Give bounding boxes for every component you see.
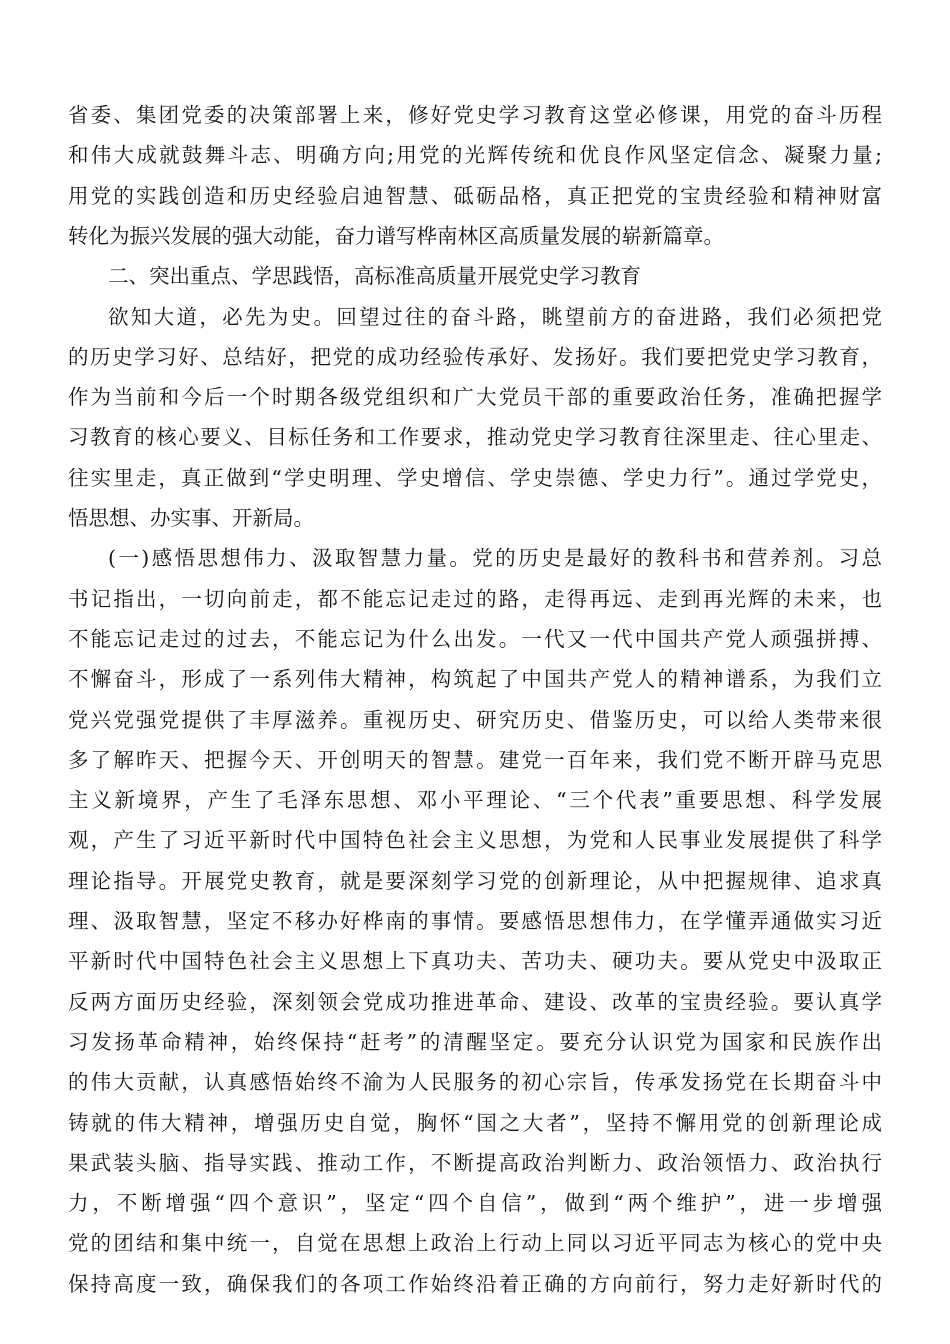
section-heading: 二、突出重点、学思践悟，高标准高质量开展党史学习教育 xyxy=(108,264,641,288)
paragraph-line: 欲知大道，必先为史。回望过往的奋斗路，眺望前方的奋进路，我们必须把党 xyxy=(108,305,882,329)
paragraph-line: 的历史学习好、总结好，把党的成功经验传承好、发扬好。我们要把党史学习教育， xyxy=(68,345,882,369)
paragraph-line: 书记指出，一切向前走，都不能忘记走过的路，走得再远、走到再光辉的未来，也 xyxy=(68,587,882,611)
paragraph-line: 省委、集团党委的决策部署上来，修好党史学习教育这堂必修课，用党的奋斗历程 xyxy=(68,103,882,127)
paragraph-line: 反两方面历史经验，深刻领会党成功推进革命、建设、改革的宝贵经验。要认真学 xyxy=(68,990,882,1014)
subsection-heading-line: (一)感悟思想伟力、汲取智慧力量。党的历史是最好的教科书和营养剂。习总 xyxy=(108,546,882,570)
paragraph-line: 和伟大成就鼓舞斗志、明确方向;用党的光辉传统和优良作风坚定信念、凝聚力量; xyxy=(68,143,882,167)
paragraph-line: 习发扬革命精神，始终保持“赶考”的清醒坚定。要充分认识党为国家和民族作出 xyxy=(68,1030,882,1054)
paragraph-line: 用党的实践创造和历史经验启迪智慧、砥砺品格，真正把党的宝贵经验和精神财富 xyxy=(68,184,882,208)
paragraph-line: 不能忘记走过的过去，不能忘记为什么出发。一代又一代中国共产党人顽强拼搏、 xyxy=(68,627,882,651)
paragraph-line: 党兴党强党提供了丰厚滋养。重视历史、研究历史、借鉴历史，可以给人类带来很 xyxy=(68,708,882,732)
paragraph-line: 习教育的核心要义、目标任务和工作要求，推动党史学习教育往深里走、往心里走、 xyxy=(68,425,882,449)
paragraph-line: 的伟大贡献，认真感悟始终不渝为人民服务的初心宗旨，传承发扬党在长期奋斗中 xyxy=(68,1070,882,1094)
paragraph-line: 作为当前和今后一个时期各级党组织和广大党员干部的重要政治任务，准确把握学 xyxy=(68,385,882,409)
paragraph-line: 往实里走，真正做到“学史明理、学史增信、学史崇德、学史力行”。通过学党史， xyxy=(68,466,882,490)
paragraph-line: 铸就的伟大精神，增强历史自觉，胸怀“国之大者”，坚持不懈用党的创新理论成 xyxy=(68,1111,882,1135)
paragraph-line: 平新时代中国特色社会主义思想上下真功夫、苦功夫、硬功夫。要从党史中汲取正 xyxy=(68,949,882,973)
paragraph-line: 主义新境界，产生了毛泽东思想、邓小平理论、“三个代表”重要思想、科学发展 xyxy=(68,788,882,812)
paragraph-line: 力，不断增强“四个意识”，坚定“四个自信”，做到“两个维护”，进一步增强 xyxy=(68,1191,882,1215)
paragraph-line: 理论指导。开展党史教育，就是要深刻学习党的创新理论，从中把握规律、追求真 xyxy=(68,869,882,893)
paragraph-line: 转化为振兴发展的强大动能，奋力谱写桦南林区高质量发展的崭新篇章。 xyxy=(68,224,724,248)
paragraph-line: 悟思想、办实事、开新局。 xyxy=(68,506,314,530)
paragraph-line: 多了解昨天、把握今天、开创明天的智慧。建党一百年来，我们党不断开辟马克思 xyxy=(68,748,882,772)
paragraph-line: 不懈奋斗，形成了一系列伟大精神，构筑起了中国共产党人的精神谱系，为我们立 xyxy=(68,667,882,691)
paragraph-line: 保持高度一致，确保我们的各项工作始终沿着正确的方向前行，努力走好新时代的 xyxy=(68,1272,882,1296)
paragraph-line: 果武装头脑、指导实践、推动工作，不断提高政治判断力、政治领悟力、政治执行 xyxy=(68,1151,882,1175)
paragraph-line: 理、汲取智慧，坚定不移办好桦南的事情。要感悟思想伟力，在学懂弄通做实习近 xyxy=(68,909,882,933)
paragraph-line: 观，产生了习近平新时代中国特色社会主义思想，为党和人民事业发展提供了科学 xyxy=(68,828,882,852)
paragraph-line: 党的团结和集中统一，自觉在思想上政治上行动上同以习近平同志为核心的党中央 xyxy=(68,1231,882,1255)
